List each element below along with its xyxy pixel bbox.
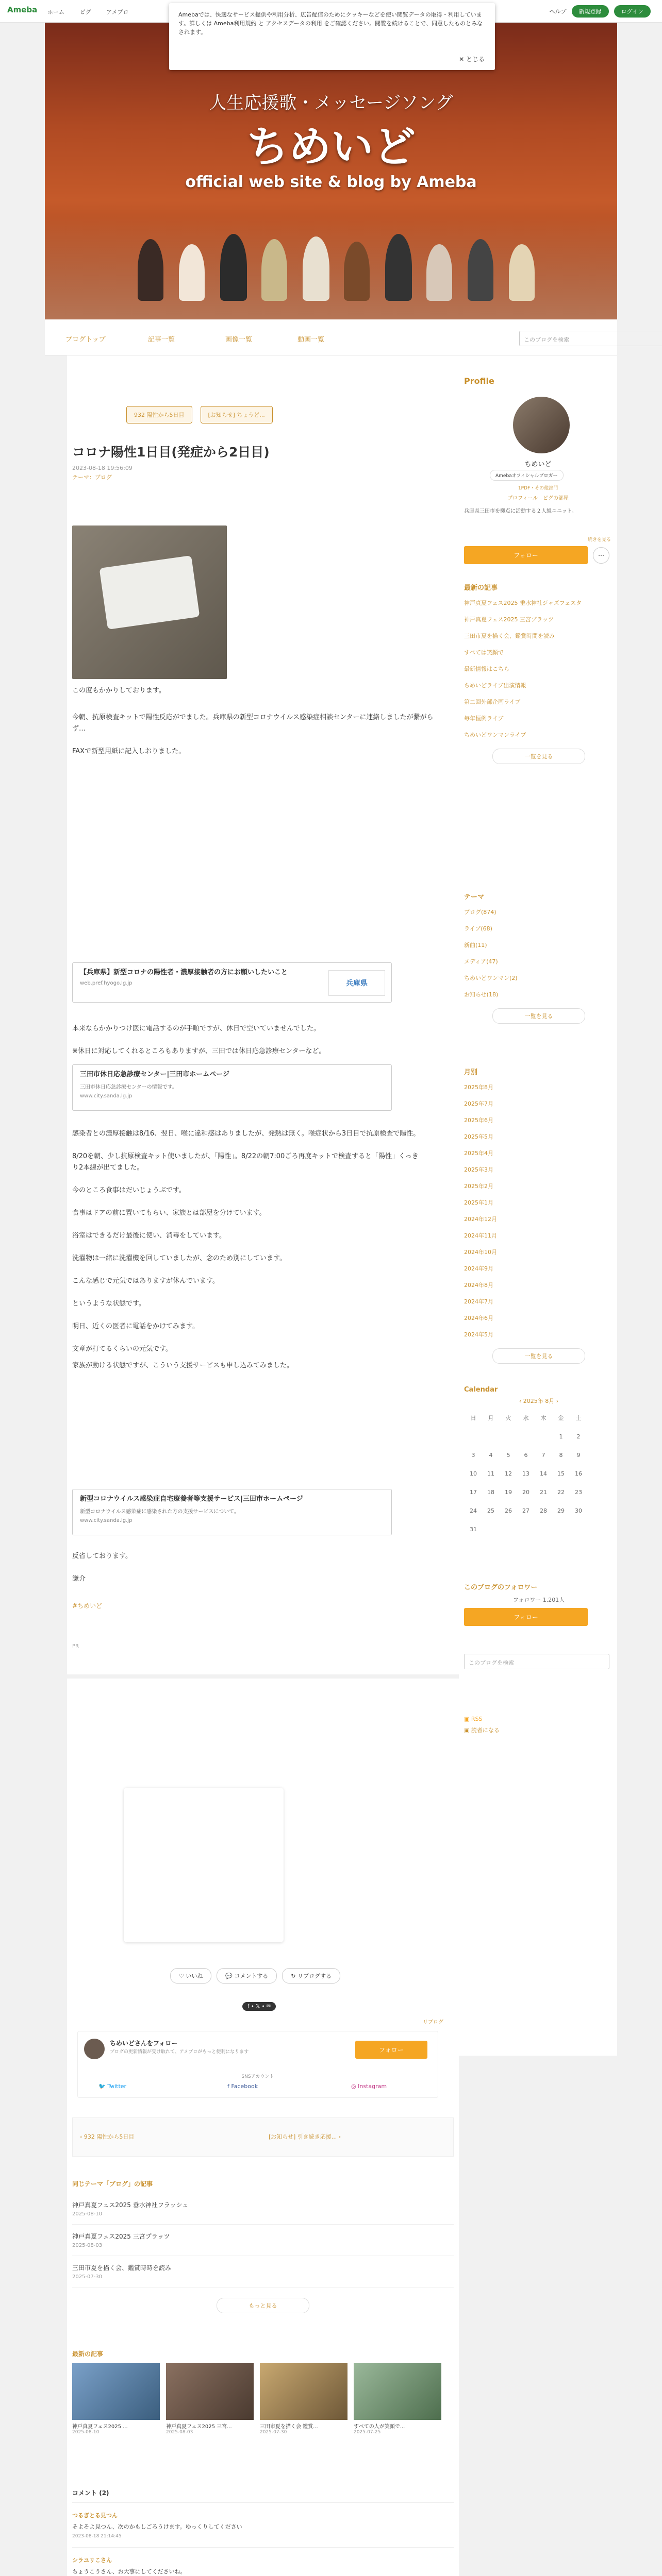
calendar-day[interactable]: 22 — [557, 1488, 565, 1496]
related-item[interactable] — [72, 2256, 454, 2287]
related-item-date: 2025-07-30 — [72, 2274, 103, 2280]
calendar-day[interactable]: 4 — [489, 1451, 493, 1459]
calendar-weekday: 土 — [575, 1415, 582, 1421]
calendar-day[interactable]: 12 — [505, 1470, 512, 1477]
theme-link[interactable]: お知らせ(18) — [464, 991, 499, 998]
entry-paragraph: というような状態です。 — [72, 1300, 145, 1308]
reblog-label: リブログする — [297, 1973, 332, 1979]
nav-blog-top[interactable]: ブログトップ — [65, 336, 106, 344]
archive-title: 月別 — [464, 1069, 478, 1076]
signup-button[interactable]: 新規登録 — [572, 5, 609, 18]
rss-label: RSS — [471, 1716, 483, 1722]
related-item-title: 神戸真夏フェス2025 垂水神社フラッシュ — [72, 2201, 189, 2209]
related-item-title: 神戸真夏フェス2025 三宮プラッツ — [72, 2233, 170, 2240]
calendar-day[interactable]: 19 — [505, 1488, 512, 1496]
help-link[interactable]: ヘルプ — [549, 8, 567, 15]
calendar-day — [465, 1428, 482, 1445]
entry-paragraph: 明日、近くの医者に電話をかけてみます。 — [72, 1323, 199, 1330]
comment-date: 2023-08-18 21:14:45 — [72, 2534, 122, 2539]
rss-link[interactable]: ▣ RSS — [464, 1716, 483, 1722]
comment-label: コメントする — [234, 1973, 269, 1979]
entry-body-4 — [72, 1551, 132, 1585]
calendar-day — [483, 1428, 499, 1445]
profile-link[interactable]: プロフィール — [507, 496, 538, 501]
calendar-day[interactable]: 21 — [540, 1488, 547, 1496]
related-more-button[interactable]: もっと見る — [217, 2298, 309, 2313]
nav-video-list[interactable]: 動画一覧 — [297, 336, 325, 344]
related-title: 同じテーマ「ブログ」の記事 — [72, 2180, 153, 2188]
twitter-label: Twitter — [107, 2083, 127, 2090]
calendar-day[interactable]: 8 — [559, 1451, 563, 1459]
calendar-day[interactable]: 15 — [557, 1470, 565, 1477]
facebook-label: Facebook — [231, 2083, 258, 2090]
popular-item[interactable] — [260, 2363, 347, 2435]
latest-entry-link[interactable]: 三田市夏を描く会、鑑賞時間を読み — [464, 633, 555, 639]
followers-count[interactable]: フォロワー 1,201人 — [512, 1597, 565, 1603]
nav-pigg[interactable]: ピグ — [79, 9, 91, 15]
like-label: いいね — [186, 1973, 203, 1979]
theme-more-button[interactable]: 一覧を見る — [492, 1008, 585, 1024]
entry-paragraph: こんな感じで元気ではありますが休んでいます。 — [72, 1277, 219, 1285]
related-section — [72, 2179, 454, 2313]
link-card-desc: 新型コロナウイルス感染症に感染された方の支援サービスについて。 — [80, 1509, 239, 1515]
entry-paragraph: この度もかかりしております。 — [72, 687, 166, 694]
calendar-day[interactable]: 11 — [487, 1470, 494, 1477]
archive-month-link[interactable]: 2024年7月 — [464, 1298, 493, 1305]
latest-entries — [464, 582, 614, 764]
entry-paragraph: 文章が打てるくらいの元気です。 — [72, 1345, 172, 1353]
archive-month-link[interactable]: 2024年8月 — [464, 1282, 493, 1289]
more-options-icon[interactable]: ⋯ — [593, 547, 609, 564]
calendar-day[interactable]: 18 — [487, 1488, 494, 1496]
facebook-link[interactable]: f Facebook — [227, 2083, 258, 2090]
nav-image-list[interactable]: 画像一覧 — [225, 336, 253, 344]
link-card-desc: 三田市休日応急診療センターの情報です。 — [80, 1084, 177, 1090]
calendar-day[interactable]: 23 — [575, 1488, 582, 1496]
bottom-next-label: [お知らせ] 引き続き応援... — [269, 2133, 337, 2140]
reader-label: 読者になる — [471, 1727, 500, 1734]
archive-month-link[interactable]: 2024年10月 — [464, 1249, 497, 1256]
calendar-day[interactable]: 13 — [522, 1470, 529, 1477]
archive-month-link[interactable]: 2025年1月 — [464, 1199, 493, 1206]
pigg-room-link[interactable]: ピグの部屋 — [543, 496, 569, 501]
calendar-grid — [464, 1408, 588, 1539]
calendar-day[interactable]: 7 — [541, 1451, 545, 1459]
popular-item-title: 神戸真夏フェス2025 三宮... — [166, 2424, 232, 2430]
latest-entry-link[interactable]: 第二回外部企画ライブ — [464, 699, 521, 705]
profile-follow-button[interactable]: フォロー — [464, 546, 588, 564]
link-card-title: 【兵庫県】新型コロナの陽性者・濃厚接触者の方にお願いしたいこと — [80, 969, 288, 976]
share-badge[interactable]: f ∙ 𝕏 ∙ ✉ — [242, 2002, 276, 2011]
comment-text: そよそよ見つん、次のかもしごろうけます。ゆっくりしてください — [72, 2523, 242, 2530]
comments-section — [72, 2488, 454, 2576]
calendar-month: 2025年 8月 — [523, 1398, 555, 1404]
cookie-text: Amebaでは、快適なサービス提供や利用分析、広告配信のためにクッキーなどを使い閲覧データの取得・利用しています。詳しくは Ameba利用規約 と アクセスデータの利用 をご確認ください。閲覧を続けることで、同意したものとみなされます。 — [178, 11, 483, 36]
popular-title: 最新の記事 — [72, 2350, 104, 2358]
entry-body-1 — [72, 685, 443, 757]
popular-item-title: 神戸真夏フェス2025 ... — [72, 2424, 128, 2430]
entry-paragraph: 今のところ食事はだいじょうぶです。 — [72, 1187, 186, 1194]
theme-list — [464, 891, 614, 1024]
archive-month-link[interactable]: 2024年6月 — [464, 1315, 493, 1321]
calendar-day[interactable]: 25 — [487, 1507, 494, 1514]
band-member — [426, 244, 452, 301]
calendar-day[interactable]: 3 — [471, 1451, 475, 1459]
related-item-date: 2025-08-10 — [72, 2211, 103, 2217]
link-card-url: www.city.sanda.lg.jp — [80, 1093, 133, 1099]
bottom-pager — [72, 2117, 454, 2157]
comment-button[interactable]: 💬 コメントする — [217, 1968, 277, 1984]
popular-item-date: 2025-07-25 — [354, 2430, 381, 2435]
cookie-close-label: とじる — [466, 56, 485, 63]
latest-entry-link[interactable]: 神戸真夏フェス2025 三宮プラッツ — [464, 616, 554, 623]
main-column — [67, 355, 459, 2576]
calendar-day[interactable]: 24 — [470, 1507, 477, 1514]
popular-item[interactable] — [354, 2363, 441, 2435]
latest-entry-link[interactable]: 毎年恒例ライブ — [464, 715, 504, 722]
band-member — [179, 244, 205, 301]
archive-month-link[interactable]: 2025年7月 — [464, 1100, 493, 1107]
calendar-weekday: 金 — [558, 1415, 564, 1421]
test-kit-shape — [100, 555, 200, 630]
follow-name: ちめいどさんをフォロー — [110, 2040, 178, 2047]
calendar-day[interactable]: 16 — [575, 1470, 582, 1477]
bottom-next-link[interactable]: [お知らせ] 引き続き応援... › — [269, 2133, 341, 2140]
side-search-input[interactable]: このブログを検索 — [464, 1654, 609, 1669]
profile-bio: 兵庫県三田市を拠点に活動する２人組ユニット。 — [464, 509, 577, 514]
entry-paragraph: 感染者との濃厚接触は8/16、翌日、喉に違和感はありましたが、発熱は無く。喉症状から3日目で抗原検査で陽性。 — [72, 1130, 420, 1138]
entry-paragraph: 浴室はできるだけ最後に使い、消毒をしています。 — [72, 1232, 226, 1240]
calendar-day[interactable]: 27 — [522, 1507, 529, 1514]
reblog-count[interactable]: リブログ — [423, 2020, 443, 2025]
popular-thumb — [260, 2363, 347, 2420]
entry-paragraph: 今朝、抗原検査キットで陽性反応がでました。兵庫県の新型コロナウイルス感染症相談センターに連絡しましたが繋がらず… — [72, 714, 434, 733]
calendar-day[interactable]: 2 — [576, 1433, 581, 1440]
latest-more-button[interactable]: 一覧を見る — [492, 749, 585, 764]
link-card-thumbnail: 兵庫県 — [328, 970, 385, 996]
link-card-sanda-support[interactable] — [72, 1489, 392, 1535]
calendar-day[interactable]: 1 — [559, 1433, 563, 1440]
popular-item[interactable] — [72, 2363, 160, 2435]
comment-item — [72, 2547, 454, 2576]
calendar-day[interactable]: 31 — [470, 1526, 477, 1533]
followers-title: このブログのフォロワー — [464, 1584, 538, 1591]
archive-month-link[interactable]: 2025年2月 — [464, 1183, 493, 1190]
entry-paragraph: 謙介 — [72, 1575, 86, 1583]
band-member — [344, 242, 370, 301]
entry-paragraph: FAXで新型用紙に記入しおりました。 — [72, 748, 186, 755]
popular-item-date: 2025-08-10 — [72, 2430, 100, 2435]
link-card-url: www.city.sanda.lg.jp — [80, 1518, 133, 1523]
link-card-hyogo[interactable] — [72, 962, 392, 1003]
latest-entry-link[interactable]: 最新情報はこちら — [464, 666, 509, 672]
calendar-day[interactable]: 14 — [540, 1470, 547, 1477]
calendar-day[interactable]: 10 — [470, 1470, 477, 1477]
band-member — [138, 239, 163, 301]
ad-slot[interactable] — [124, 1788, 284, 1942]
calendar-day[interactable]: 9 — [576, 1451, 581, 1459]
comment-text: ちょうこうさん、お大事にしてくださいね。 — [72, 2568, 186, 2575]
theme-link[interactable]: ブログ(874) — [464, 909, 496, 916]
popular-item-title: すべての人が笑顔で... — [354, 2424, 405, 2430]
blog-search-input[interactable]: このブログを検索 — [519, 331, 662, 346]
profile-rank[interactable]: 1PDF・その他部門 — [518, 486, 558, 491]
comment-item — [72, 2502, 454, 2547]
entry-theme[interactable]: テーマ：ブログ — [72, 474, 112, 481]
popular-thumb — [166, 2363, 254, 2420]
entry-paragraph: 本来ならかかりつけ医に電話するのが手順ですが、休日で空いていませんでした。 — [72, 1025, 321, 1032]
archive-month-link[interactable]: 2025年4月 — [464, 1150, 493, 1157]
related-item[interactable] — [72, 2193, 454, 2225]
calendar-day — [500, 1428, 517, 1445]
band-member — [220, 234, 247, 301]
latest-title: 最新の記事 — [464, 584, 498, 592]
latest-entry-link[interactable]: ちめいどライブ出演情報 — [464, 682, 526, 689]
cookie-close-button[interactable]: ✕ とじる — [459, 56, 485, 63]
instagram-label: Instagram — [358, 2083, 387, 2090]
header-tagline: 人生応援歌・メッセージソング — [209, 93, 453, 113]
entry-paragraph: 反省しております。 — [72, 1552, 132, 1560]
archive-month-link[interactable]: 2025年8月 — [464, 1084, 493, 1091]
entry-paragraph: ※休日に対応してくれるところもありますが、三田では休日応急診療センターなど。 — [72, 1047, 326, 1055]
popular-item-title: 三田市夏を描く会 鑑賞... — [260, 2424, 318, 2430]
theme-link[interactable]: 新曲(11) — [464, 942, 487, 948]
divider — [67, 1674, 459, 1679]
test-kit-photo[interactable] — [72, 526, 227, 679]
archive-month-link[interactable]: 2024年11月 — [464, 1232, 497, 1239]
archive-month-link[interactable]: 2024年5月 — [464, 1331, 493, 1338]
pr-label: PR — [72, 1643, 79, 1649]
nav-entry-list[interactable]: 記事一覧 — [148, 336, 175, 344]
entry-paragraph: 洗濯物は一緒に洗濯機を回していましたが、念のため別にしています。 — [72, 1255, 286, 1262]
calendar-day[interactable]: 26 — [505, 1507, 512, 1514]
twitter-link[interactable]: 🐦 Twitter — [98, 2083, 127, 2090]
calendar-day[interactable]: 5 — [506, 1451, 510, 1459]
band-member — [509, 244, 535, 301]
entry-paragraph: 食事はドアの前に置いてもらい、家族とは部屋を分けています。 — [72, 1209, 266, 1217]
official-badge: Amebaオフィシャルブロガー — [490, 470, 564, 481]
calendar-day[interactable]: 28 — [540, 1507, 547, 1514]
header-subtitle: official web site & blog by Ameba — [185, 173, 477, 191]
calendar-day[interactable]: 30 — [575, 1507, 582, 1514]
latest-entry-link[interactable]: 神戸真夏フェス2025 垂水神社ジャズフェスタ — [464, 600, 582, 606]
profile-name[interactable]: ちめいど — [524, 461, 552, 468]
band-member — [468, 239, 493, 301]
reader-link[interactable]: ▣ 読者になる — [464, 1727, 500, 1734]
follow-desc: ブログの更新情報が受け取れて、アメブロがもっと便利になります — [110, 2049, 249, 2055]
popular-item-date: 2025-08-03 — [166, 2430, 193, 2435]
theme-link[interactable]: ちめいどワンマン(2) — [464, 975, 518, 981]
comments-count: (2) — [99, 2489, 109, 2497]
entry-paragraph: 家族が動ける状態ですが、こういう支援サービスも申し込みてみました。 — [72, 1362, 294, 1369]
like-button[interactable]: ♡ いいね — [170, 1968, 211, 1984]
hashtag-link[interactable]: #ちめいど — [72, 1602, 103, 1609]
profile-title: Profile — [464, 376, 494, 386]
top-nav — [47, 8, 142, 16]
latest-entry-link[interactable]: すべては笑顔で — [464, 649, 504, 656]
link-card-sanda-clinic[interactable] — [72, 1064, 392, 1111]
related-item-date: 2025-08-03 — [72, 2243, 103, 2248]
calendar-weekday: 木 — [540, 1415, 547, 1421]
band-member — [261, 239, 287, 301]
prev-entry-button[interactable]: 932 陽性から5日目 — [126, 406, 192, 423]
nav-home[interactable]: ホーム — [47, 9, 64, 15]
popular-section — [72, 2349, 454, 2435]
calendar-day[interactable]: 20 — [522, 1488, 529, 1496]
calendar-day[interactable]: 17 — [470, 1488, 477, 1496]
comment-author[interactable]: シラユリこさん — [72, 2557, 112, 2564]
next-entry-button[interactable]: [お知らせ] ちょうど... — [201, 406, 273, 423]
comments-title: コメント — [72, 2489, 97, 2497]
band-member — [303, 236, 329, 301]
entry-body-3 — [72, 1128, 423, 1371]
popular-thumb — [72, 2363, 160, 2420]
entry-title[interactable]: コロナ陽性1日目(発症から2日目) — [72, 445, 270, 460]
nav-ameblo[interactable]: アメブロ — [106, 9, 129, 15]
entry-body-2 — [72, 1023, 443, 1057]
archive-month-link[interactable]: 2025年5月 — [464, 1133, 493, 1140]
comment-author[interactable]: つるぎとる見つん — [72, 2512, 118, 2519]
link-card-title: 三田市休日応急診療センター|三田市ホームページ — [80, 1071, 229, 1078]
entry-date: 2023-08-18 19:56:09 — [72, 465, 133, 471]
calendar-widget: Calendar ‹ 2025年 8月 › 日 月 火 水 木 金 土 1 2 3 4 5 6 7 8 9 10 11 12 13 14 15 16 17 18 19 20 21 22 23 24 25 26 27 28 29 30 31 — [464, 1386, 614, 1539]
follow-box — [77, 2031, 438, 2098]
header-title[interactable]: ちめいど — [246, 123, 416, 172]
archive-month-link[interactable]: 2024年9月 — [464, 1265, 493, 1272]
profile-avatar[interactable] — [513, 397, 570, 453]
link-card-url: web.pref.hyogo.lg.jp — [80, 980, 133, 986]
cookie-banner — [169, 3, 495, 70]
calendar-title: Calendar — [464, 1386, 498, 1394]
popular-item[interactable] — [166, 2363, 254, 2435]
calendar-day[interactable]: 6 — [524, 1451, 528, 1459]
follow-button[interactable]: フォロー — [355, 2041, 427, 2059]
archive-list — [464, 1066, 614, 1364]
entry-paragraph: 8/20を朝、少し抗原検査キット使いましたが、「陽性」。8/22の朝7:00ごろ再度キットで検査すると「陽性」くっきり2本線が出てました。 — [72, 1153, 419, 1172]
login-button[interactable]: ログイン — [614, 5, 651, 18]
blog-nav — [45, 319, 617, 355]
bottom-prev-link[interactable]: ‹ 932 陽性から5日目 — [80, 2133, 135, 2140]
instagram-link[interactable]: ◎ Instagram — [351, 2083, 387, 2090]
calendar-weekday: 日 — [470, 1415, 476, 1421]
profile-more-link[interactable]: 続きを見る — [587, 537, 611, 543]
avatar[interactable] — [84, 2039, 105, 2059]
followers-widget — [464, 1582, 614, 1626]
popular-thumb — [354, 2363, 441, 2420]
sns-label: SNSアカウント — [241, 2074, 274, 2079]
followers-follow-button[interactable]: フォロー — [464, 1608, 588, 1626]
related-item[interactable] — [72, 2225, 454, 2256]
archive-month-link[interactable]: 2024年12月 — [464, 1216, 497, 1223]
calendar-day[interactable]: 29 — [557, 1507, 565, 1514]
ameba-logo[interactable]: Ameba — [7, 5, 38, 14]
theme-link[interactable]: メディア(47) — [464, 958, 498, 965]
theme-link[interactable]: ライブ(68) — [464, 925, 492, 932]
link-card-title: 新型コロナウイルス感染症自宅療養者等支援サービス|三田市ホームページ — [80, 1495, 303, 1503]
bottom-prev-label: 932 陽性から5日目 — [84, 2133, 135, 2140]
calendar-day — [535, 1428, 552, 1445]
calendar-day — [518, 1428, 534, 1445]
archive-month-link[interactable]: 2025年6月 — [464, 1117, 493, 1124]
theme-title: テーマ — [464, 893, 485, 901]
calendar-weekday: 月 — [488, 1415, 494, 1421]
latest-entry-link[interactable]: ちめいどワンマンライブ — [464, 732, 526, 738]
band-member — [385, 234, 412, 301]
calendar-weekday: 火 — [505, 1415, 511, 1421]
archive-month-link[interactable]: 2025年3月 — [464, 1166, 493, 1173]
reblog-button[interactable]: ↻ リブログする — [282, 1968, 340, 1984]
popular-item-date: 2025-07-30 — [260, 2430, 287, 2435]
calendar-weekday: 水 — [523, 1415, 529, 1421]
sidebar — [459, 355, 617, 2056]
archive-more-button[interactable]: 一覧を見る — [492, 1348, 585, 1364]
related-item-title: 三田市夏を描く会、鑑賞時時を読み — [72, 2264, 172, 2272]
